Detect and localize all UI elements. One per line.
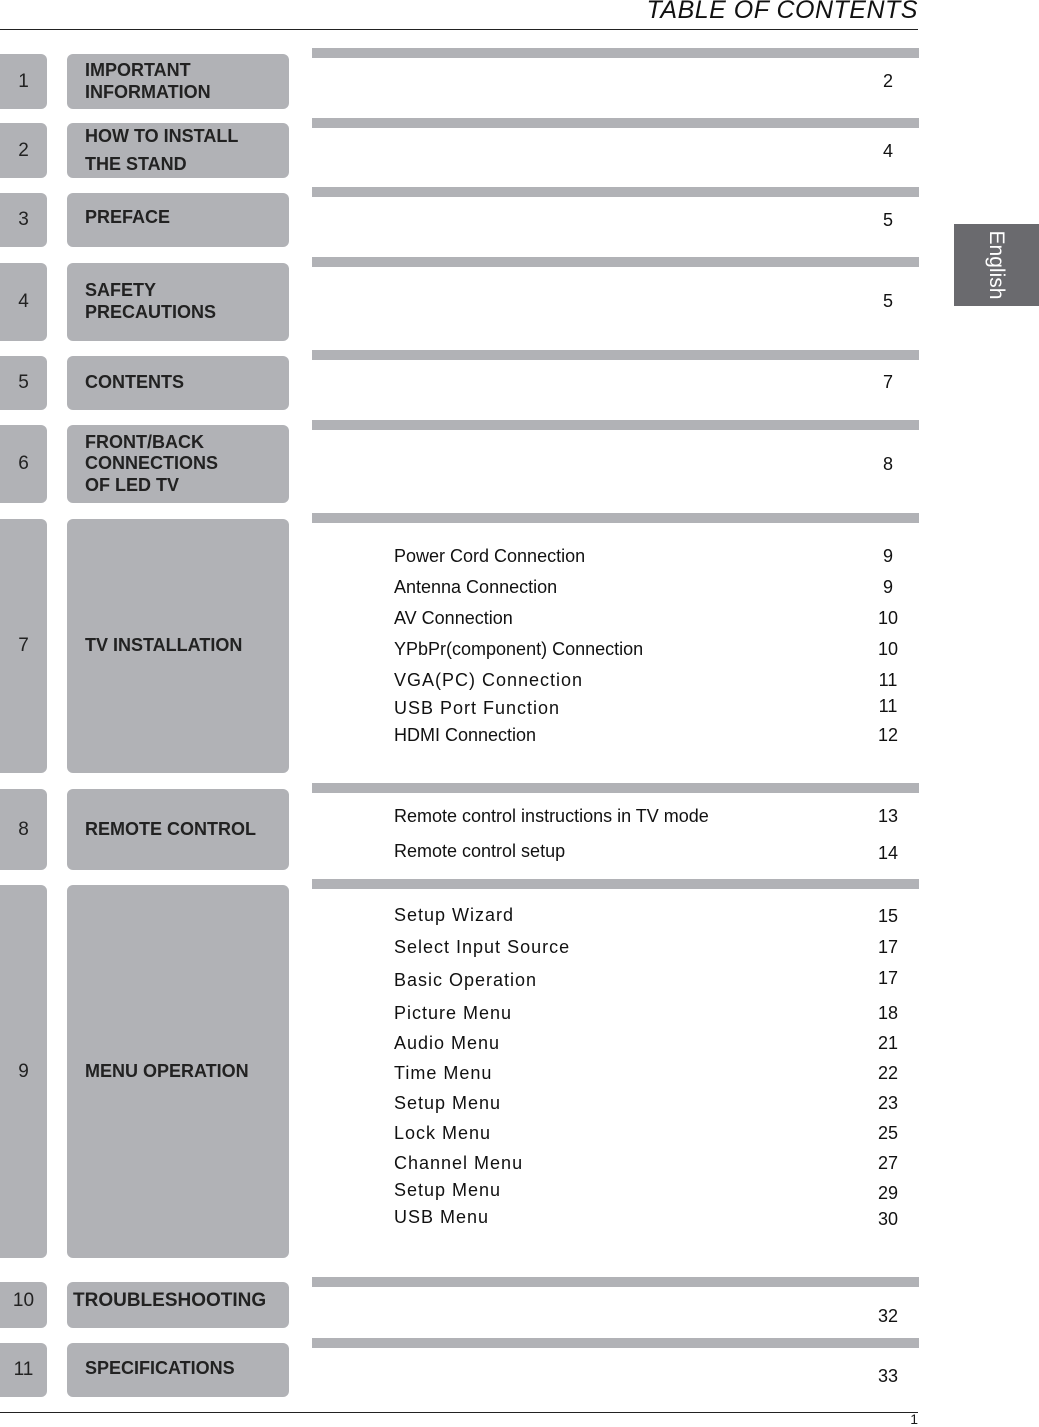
toc-section-4[interactable]: [0, 263, 920, 341]
section-page-ref: 4: [882, 141, 893, 161]
language-tab-label: English: [985, 230, 1008, 300]
toc-entry-title[interactable]: Remote control setup: [394, 841, 566, 861]
section-label: HOW TO INSTALL THE STAND: [67, 123, 289, 178]
toc-entry-page: 15: [877, 906, 899, 926]
section-number: 7: [0, 519, 47, 773]
toc-entry-page: 9: [882, 546, 893, 566]
toc-entry-title[interactable]: AV Connection: [394, 608, 513, 628]
toc-entry-title[interactable]: Time Menu: [394, 1063, 493, 1083]
toc-entry-page: 10: [877, 608, 899, 628]
toc-entry-page: 14: [877, 843, 899, 863]
toc-entry-page: 17: [877, 968, 899, 988]
section-number: 10: [0, 1282, 47, 1328]
section-page-ref: 7: [882, 372, 893, 392]
toc-entry-title[interactable]: Channel Menu: [394, 1153, 524, 1173]
toc-entry-title[interactable]: Audio Menu: [394, 1033, 501, 1053]
toc-entry-page: 12: [877, 725, 899, 745]
section-number: 3: [0, 193, 47, 247]
section-number: 9: [0, 885, 47, 1258]
page-number: 1: [910, 1411, 918, 1427]
section-page-ref: 5: [882, 291, 893, 311]
toc-entry-title[interactable]: USB Port Function: [394, 698, 561, 718]
top-divider: [0, 29, 918, 30]
toc-entry-page: 18: [877, 1003, 899, 1023]
section-page-ref: 32: [877, 1306, 899, 1326]
toc-entry-title[interactable]: Picture Menu: [394, 1003, 513, 1023]
toc-section-6[interactable]: [0, 425, 920, 503]
toc-entry-page: 25: [877, 1123, 899, 1143]
section-page-ref: 8: [882, 454, 893, 474]
toc-entry-title[interactable]: Lock Menu: [394, 1123, 492, 1143]
section-label: SAFETY PRECAUTIONS: [67, 263, 289, 341]
section-label: PREFACE: [67, 193, 289, 247]
section-page-ref: 2: [882, 71, 893, 91]
toc-entry-title[interactable]: HDMI Connection: [394, 725, 537, 745]
language-tab[interactable]: [954, 224, 1039, 306]
section-number: 6: [0, 425, 47, 503]
section-number: 2: [0, 123, 47, 178]
toc-entry-title[interactable]: Antenna Connection: [394, 577, 558, 597]
toc-entry-title[interactable]: Select Input Source: [394, 937, 571, 957]
toc-entry-title[interactable]: Power Cord Connection: [394, 546, 586, 566]
section-number: 5: [0, 356, 47, 410]
toc-entry-title[interactable]: USB Menu: [394, 1207, 490, 1227]
section-label: MENU OPERATION: [67, 885, 289, 1258]
section-label: CONTENTS: [67, 356, 289, 410]
toc-entry-page: 9: [882, 577, 893, 597]
section-page-ref: 33: [877, 1366, 899, 1386]
toc-section-2[interactable]: [0, 123, 920, 178]
toc-entry-title[interactable]: Setup Wizard: [394, 905, 515, 925]
section-label: SPECIFICATIONS: [67, 1343, 289, 1397]
toc-section-11[interactable]: [0, 1343, 920, 1397]
toc-entry-page: 11: [878, 696, 898, 716]
toc-entry-title[interactable]: Basic Operation: [394, 970, 538, 990]
toc-entry-page: 30: [877, 1209, 899, 1229]
section-number: 1: [0, 54, 47, 109]
toc-entry-page: 13: [877, 806, 899, 826]
page-title: TABLE OF CONTENTS: [646, 0, 918, 24]
toc-section-5[interactable]: [0, 356, 920, 410]
toc-entry-page: 27: [877, 1153, 899, 1173]
toc-entry-page: 17: [877, 937, 899, 957]
section-number: 8: [0, 789, 47, 870]
toc-entry-page: 29: [877, 1183, 899, 1203]
toc-section-10[interactable]: [0, 1282, 920, 1328]
toc-section-3[interactable]: [0, 193, 920, 247]
toc-entry-title[interactable]: Setup Menu: [394, 1093, 502, 1113]
toc-entry-title[interactable]: Remote control instructions in TV mode: [394, 806, 709, 826]
toc-entry-page: 22: [877, 1063, 899, 1083]
toc-entry-title[interactable]: VGA(PC) Connection: [394, 670, 584, 690]
section-label: TV INSTALLATION: [67, 519, 289, 773]
section-label: TROUBLESHOOTING: [67, 1282, 289, 1328]
toc-section-1[interactable]: [0, 54, 920, 109]
toc-entry-page: 11: [878, 670, 898, 690]
toc-entry-page: 21: [877, 1033, 899, 1053]
toc-entry-page: 23: [877, 1093, 899, 1113]
section-label: FRONT/BACK CONNECTIONS OF LED TV: [67, 425, 289, 503]
section-number: 4: [0, 263, 47, 341]
toc-entry-title[interactable]: Setup Menu: [394, 1180, 502, 1200]
toc-entry-title[interactable]: YPbPr(component) Connection: [394, 639, 644, 659]
toc-entry-page: 10: [877, 639, 899, 659]
section-number: 11: [0, 1343, 47, 1397]
section-label: IMPORTANT INFORMATION: [67, 54, 289, 109]
bottom-divider: [0, 1412, 918, 1413]
section-label: REMOTE CONTROL: [67, 789, 289, 870]
section-page-ref: 5: [882, 210, 893, 230]
